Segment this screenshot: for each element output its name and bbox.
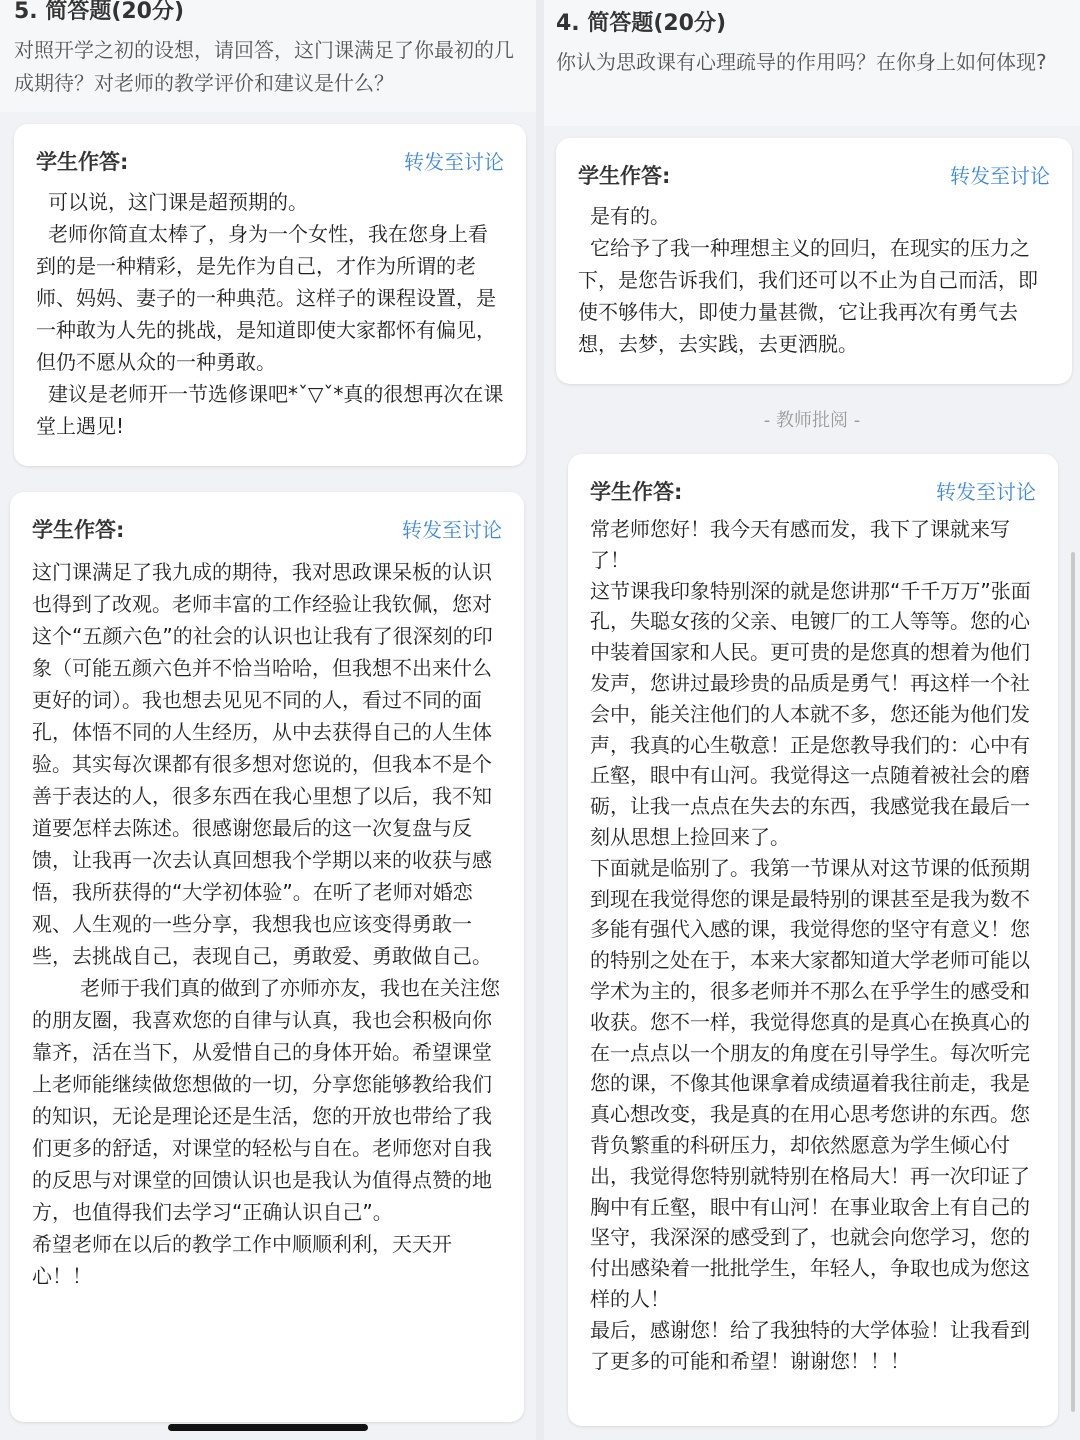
answer-text (32, 556, 502, 1292)
answer-card (14, 124, 526, 466)
student-answer-label: 学生作答: (32, 518, 125, 542)
answer-text (590, 514, 1036, 1376)
answer-paragraph: 下面就是临别了。我第一节课从对这节课的低预期到现在我觉得您的课是最特别的课甚至是我为数不多能有强代入感的课，我觉得您的坚守有意义！您的特别之处在于，本来大家都知道大学老师可能以学术为主的，很多老师并不那么在乎学生的感受和收获。您不一样，我觉得您真的是真心在换真心的在一点点以一个朋友的角度在引导学生。每次听完您的课，不像其他课拿着成绩逼着我往前走，我是真心想改变，我是真的在用心思考您讲的东西。您背负繁重的科研压力，却依然愿意为学生倾心付出，我觉得您特别就特别在格局大！再一次印证了胸中有丘壑，眼中有山河！在事业取舍上有自己的坚守，我深深的感受到了，也就会向您学习，您的付出感染着一批批学生，年轻人，争取也成为您这样的人！ (590, 855, 1030, 1311)
right-screenshot-column (544, 0, 1080, 1440)
answer-paragraph: 可以说，这门课是超预期的。 (48, 190, 308, 214)
answer-paragraph: 这门课满足了我九成的期待，我对思政课呆板的认识也得到了改观。老师丰富的工作经验让我钦佩，您对这个“五颜六色”的社会的认识也让我有了很深刻的印象（可能五颜六色并不恰当哈哈，但我想不出来什么更好的词）。我也想去见见不同的人，看过不同的面孔，体悟不同的人生经历，从中去获得自己的人生体验。其实每次课都有很多想对您说的，但我本不是个善于表达的人，很多东西在我心里想了以后，我不知道要怎样去陈述。很感谢您最后的这一次复盘与反馈，让我再一次去认真回想我个学期以来的收获与感悟，我所获得的“大学初体验”。在听了老师对婚恋观、人生观的一些分享，我想我也应该变得勇敢一些，去挑战自己，表现自己，勇敢爱、勇敢做自己。 (32, 560, 493, 968)
answer-text (36, 186, 504, 442)
forward-to-discussion-link[interactable]: 转发至讨论 (950, 164, 1050, 188)
forward-to-discussion-link[interactable]: 转发至讨论 (404, 150, 504, 174)
question-title: 4. 简答题(20分) (556, 11, 727, 36)
answer-paragraph: 常老师您好！我今天有感而发，我下了课就来写了！ (590, 517, 1010, 572)
answer-paragraph: 建议是老师开一节选修课吧*ˇ▽ˇ*真的很想再次在课堂上遇见! (36, 382, 504, 438)
question-text: 对照开学之初的设想，请回答，这门课满足了你最初的几成期待？对老师的教学评价和建议是什么？ (14, 38, 514, 95)
answer-paragraph: 它给予了我一种理想主义的回归，在现实的压力之下，是您告诉我们，我们还可以不止为自己而活，即使不够伟大，即使力量甚微，它让我再次有勇气去想，去梦，去实践，去更洒脱。 (578, 236, 1038, 356)
student-answer-label: 学生作答: (36, 150, 129, 174)
answer-text (578, 200, 1050, 360)
answer-paragraph: 是有的。 (590, 204, 670, 228)
teacher-review-label: - 教师批阅 - (763, 410, 861, 431)
left-screenshot-column (0, 0, 536, 1440)
answer-paragraph: 最后，感谢您！给了我独特的大学体验！让我看到了更多的可能和希望！谢谢您！！！ (590, 1317, 1030, 1373)
question-header (0, 0, 536, 112)
scrollbar[interactable] (1071, 552, 1075, 1412)
answer-card-header (590, 476, 1036, 508)
answer-paragraph: 老师于我们真的做到了亦师亦友，我也在关注您的朋友圈，我喜欢您的自律与认真，我也会积极向你靠齐，活在当下，从爱惜自己的身体开始。希望课堂上老师能继续做您想做的一切，分享您能够教给我们的知识，无论是理论还是生活，您的开放也带给了我们更多的舒适，对课堂的轻松与自在。老师您对自我的反思与对课堂的回馈认识也是我认为值得点赞的地方，也值得我们去学习“正确认识自己”。 (32, 976, 500, 1224)
question-text: 你认为思政课有心理疏导的作用吗？在你身上如何体现? (556, 50, 1047, 74)
forward-to-discussion-link[interactable]: 转发至讨论 (936, 480, 1036, 504)
question-title: 5. 简答题(20分) (14, 0, 185, 24)
forward-to-discussion-link[interactable]: 转发至讨论 (402, 518, 502, 542)
answer-card (10, 492, 524, 1422)
answer-card (556, 138, 1072, 384)
answer-paragraph: 这节课我印象特别深的就是您讲那“千千万万”张面孔，失聪女孩的父亲、电镀厂的工人等等。您的心中装着国家和人民。更可贵的是您真的想着为他们发声，您讲过最珍贵的品质是勇气！再这样一个社会中，能关注他们的人本就不多，您还能为他们发声，我真的心生敬意！正是您教导我们的：心中有丘壑，眼中有山河。我觉得这一点随着被社会的磨砺，让我一点点在失去的东西，我感觉我在最后一刻从思想上捡回来了。 (590, 578, 1031, 849)
answer-card (568, 454, 1058, 1426)
home-indicator (168, 1424, 368, 1431)
answer-paragraph: 希望老师在以后的教学工作中顺顺利利，天天开心！！ (32, 1232, 452, 1288)
student-answer-label: 学生作答: (578, 164, 671, 188)
answer-card-header (32, 514, 502, 546)
student-answer-label: 学生作答: (590, 480, 683, 504)
answer-card-header (36, 146, 504, 178)
answer-paragraph: 老师你简直太棒了，身为一个女性，我在您身上看到的是一种精彩，是先作为自己，才作为所谓的老师、妈妈、妻子的一种典范。这样子的课程设置，是一种敢为人先的挑战，是知道即使大家都怀有偏见，但仍不愿从众的一种勇敢。 (36, 222, 496, 374)
answer-card-header (578, 160, 1050, 192)
question-header (544, 0, 1080, 126)
